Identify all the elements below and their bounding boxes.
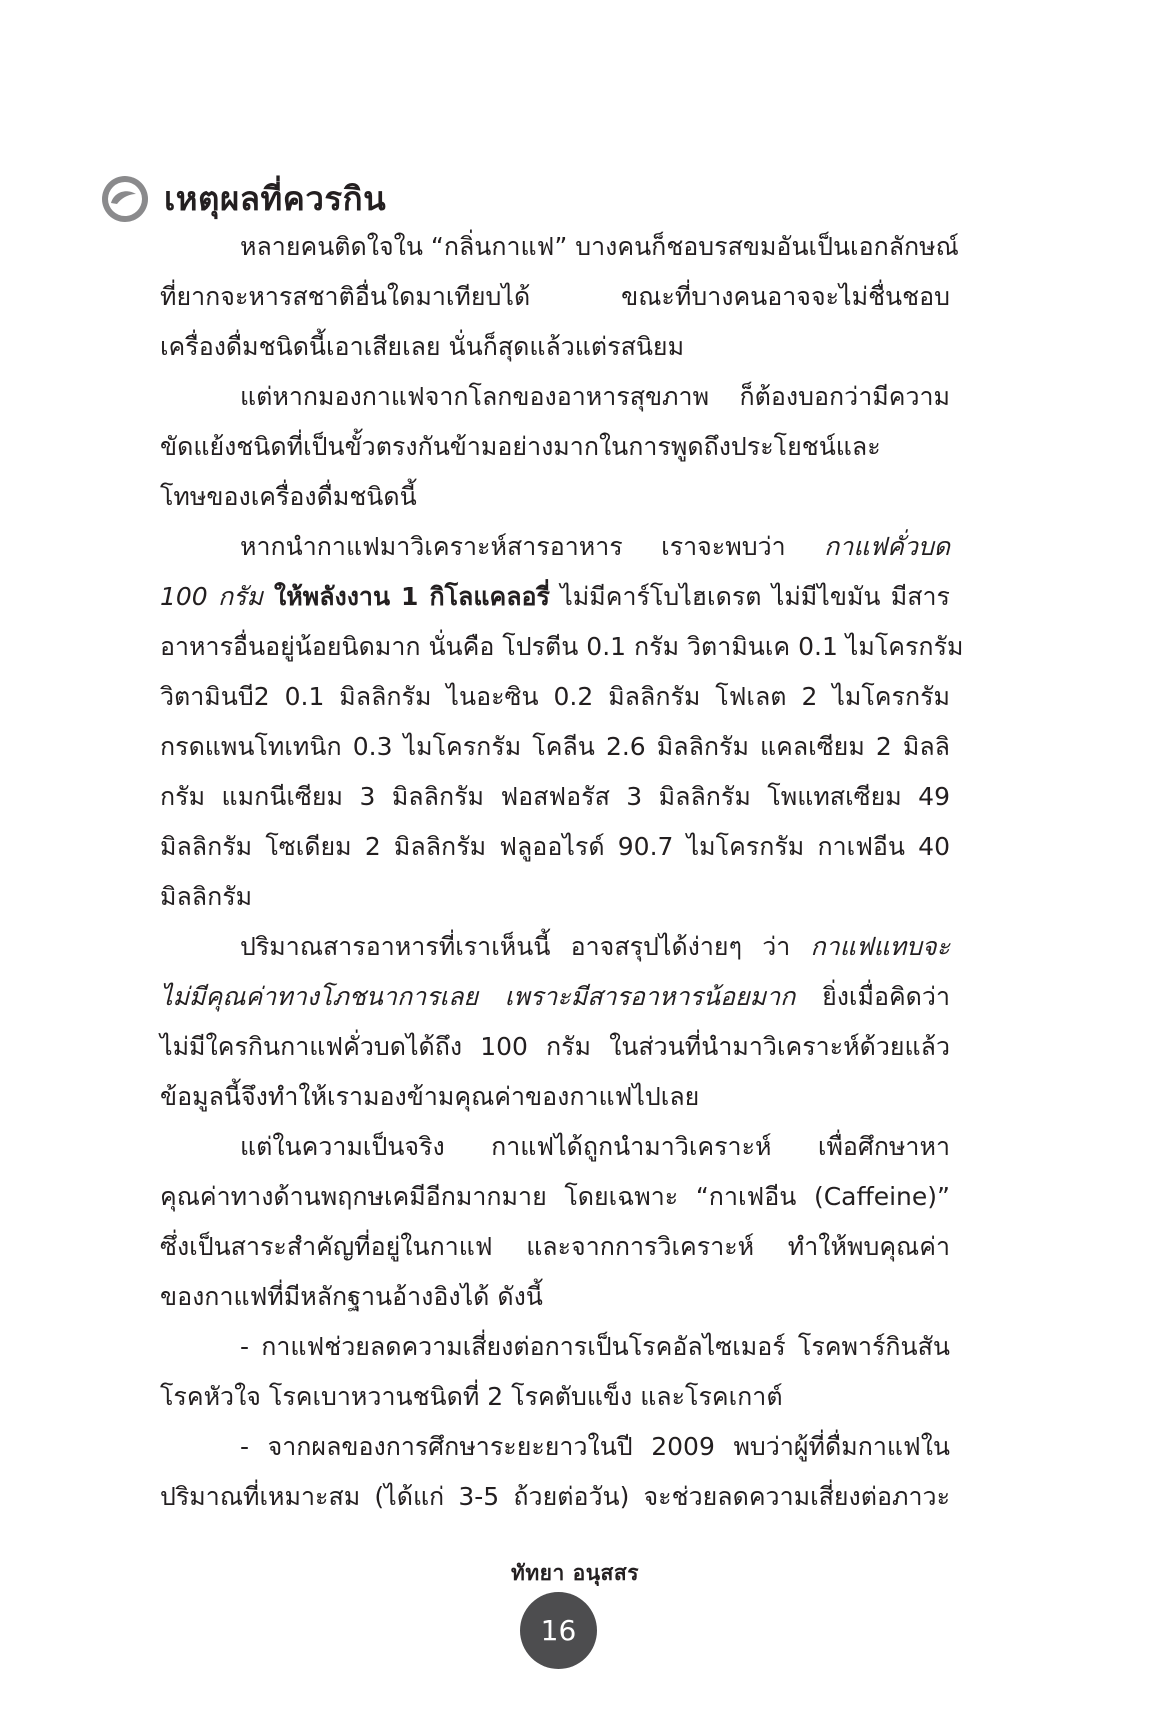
- paragraph-7: [160, 1422, 950, 1522]
- paragraph-6: [160, 1322, 950, 1422]
- text-line: - จากผลของการศึกษาระยะยาวในปี 2009 พบว่าผู้ที่ดื่มกาแฟใน: [240, 1432, 950, 1461]
- text-line: แต่หากมองกาแฟจากโลกของอาหารสุขภาพ ก็ต้องบอกว่ามีความ: [240, 382, 950, 411]
- paragraph-3: [160, 522, 964, 922]
- text-line: [160, 522, 950, 572]
- emphasis-text: กาแฟแทบจะ: [810, 932, 950, 961]
- section-heading: [100, 172, 386, 225]
- bold-text: ให้พลังงาน 1 กิโลแคลอรี่: [263, 582, 550, 611]
- emphasis-text: กาแฟคั่วบด: [824, 532, 950, 561]
- text-line: กรัม แมกนีเซียม 3 มิลลิกรัม ฟอสฟอรัส 3 มิลลิกรัม โพแทสเซียม 49: [160, 782, 950, 811]
- page-number: 16: [540, 1614, 577, 1647]
- text-line: [160, 972, 950, 1022]
- text-line: - กาแฟช่วยลดความเสี่ยงต่อการเป็นโรคอัลไซเมอร์ โรคพาร์กินสัน: [240, 1332, 950, 1361]
- emphasis-text: ไม่มีคุณค่าทางโภชนาการเลย เพราะมีสารอาหารน้อยมาก: [160, 982, 796, 1011]
- text-line: เครื่องดื่มชนิดนี้เอาเสียเลย นั่นก็สุดแล้วแต่รสนิยม: [160, 332, 685, 361]
- text-line: ไม่มีใครกินกาแฟคั่วบดได้ถึง 100 กรัม ในส่วนที่นำมาวิเคราะห์ด้วยแล้ว: [160, 1032, 950, 1061]
- text-line: ขัดแย้งชนิดที่เป็นขั้วตรงกันข้ามอย่างมากในการพูดถึงประโยชน์และ: [160, 432, 881, 461]
- text-line: กรดแพนโทเทนิก 0.3 ไมโครกรัม โคลีน 2.6 มิลลิกรัม แคลเซียม 2 มิลลิ: [160, 732, 950, 761]
- article-body: [160, 222, 964, 1522]
- text-line: ซึ่งเป็นสาระสำคัญที่อยู่ในกาแฟ และจากการวิเคราะห์ ทำให้พบคุณค่า: [160, 1232, 950, 1261]
- page-number-badge: [520, 1592, 597, 1669]
- heading-title: เหตุผลที่ควรกิน: [164, 179, 387, 218]
- text-line: มิลลิกรัม: [160, 882, 253, 911]
- text-line: ข้อมูลนี้จึงทำให้เรามองข้ามคุณค่าของกาแฟไปเลย: [160, 1082, 700, 1111]
- text-line: อาหารอื่นอยู่น้อยนิดมาก นั่นคือ โปรตีน 0.1 กรัม วิตามินเค 0.1 ไมโครกรัม: [160, 632, 964, 661]
- text-segment: หากนำกาแฟมาวิเคราะห์สารอาหาร เราจะพบว่า: [240, 532, 825, 561]
- text-line: โรคหัวใจ โรคเบาหวานชนิดที่ 2 โรคตับแข็ง และโรคเกาต์: [160, 1382, 783, 1411]
- text-segment: ยิ่งเมื่อคิดว่า: [795, 982, 950, 1011]
- text-segment: ปริมาณสารอาหารที่เราเห็นนี้ อาจสรุปได้ง่ายๆ ว่า: [240, 932, 811, 961]
- coffee-bean-icon: [100, 174, 150, 224]
- footer-author: ทัทยา อนุสสร: [511, 1561, 639, 1585]
- text-line: [160, 572, 950, 622]
- emphasis-text: 100 กรัม: [160, 582, 264, 611]
- text-line: มิลลิกรัม โซเดียม 2 มิลลิกรัม ฟลูออไรด์ 90.7 ไมโครกรัม กาเฟอีน 40: [160, 832, 950, 861]
- text-line: แต่ในความเป็นจริง กาแฟได้ถูกนำมาวิเคราะห์ เพื่อศึกษาหา: [240, 1132, 950, 1161]
- paragraph-2: [160, 372, 950, 522]
- text-line: วิตามินบี2 0.1 มิลลิกรัม ไนอะซิน 0.2 มิลลิกรัม โฟเลต 2 ไมโครกรัม: [160, 682, 950, 711]
- paragraph-1: [160, 222, 959, 372]
- text-line: [160, 922, 950, 972]
- text-line: คุณค่าทางด้านพฤกษเคมีอีกมากมาย โดยเฉพาะ “กาเฟอีน (Caffeine)”: [160, 1182, 950, 1211]
- text-line: หลายคนติดใจใน “กลิ่นกาแฟ” บางคนก็ชอบรสขมอันเป็นเอกลักษณ์: [240, 232, 959, 261]
- text-line: โทษของเครื่องดื่มชนิดนี้: [160, 482, 417, 511]
- text-line: ที่ยากจะหารสชาติอื่นใดมาเทียบได้ ขณะที่บางคนอาจจะไม่ชื่นชอบ: [160, 282, 950, 311]
- text-line: ปริมาณที่เหมาะสม (ได้แก่ 3-5 ถ้วยต่อวัน) จะช่วยลดความเสี่ยงต่อภาวะ: [160, 1482, 950, 1511]
- paragraph-5: [160, 1122, 950, 1322]
- text-line: ของกาแฟที่มีหลักฐานอ้างอิงได้ ดังนี้: [160, 1282, 543, 1311]
- paragraph-4: [160, 922, 950, 1122]
- text-segment: ไม่มีคาร์โบไฮเดรต ไม่มีไขมัน มีสาร: [549, 582, 950, 611]
